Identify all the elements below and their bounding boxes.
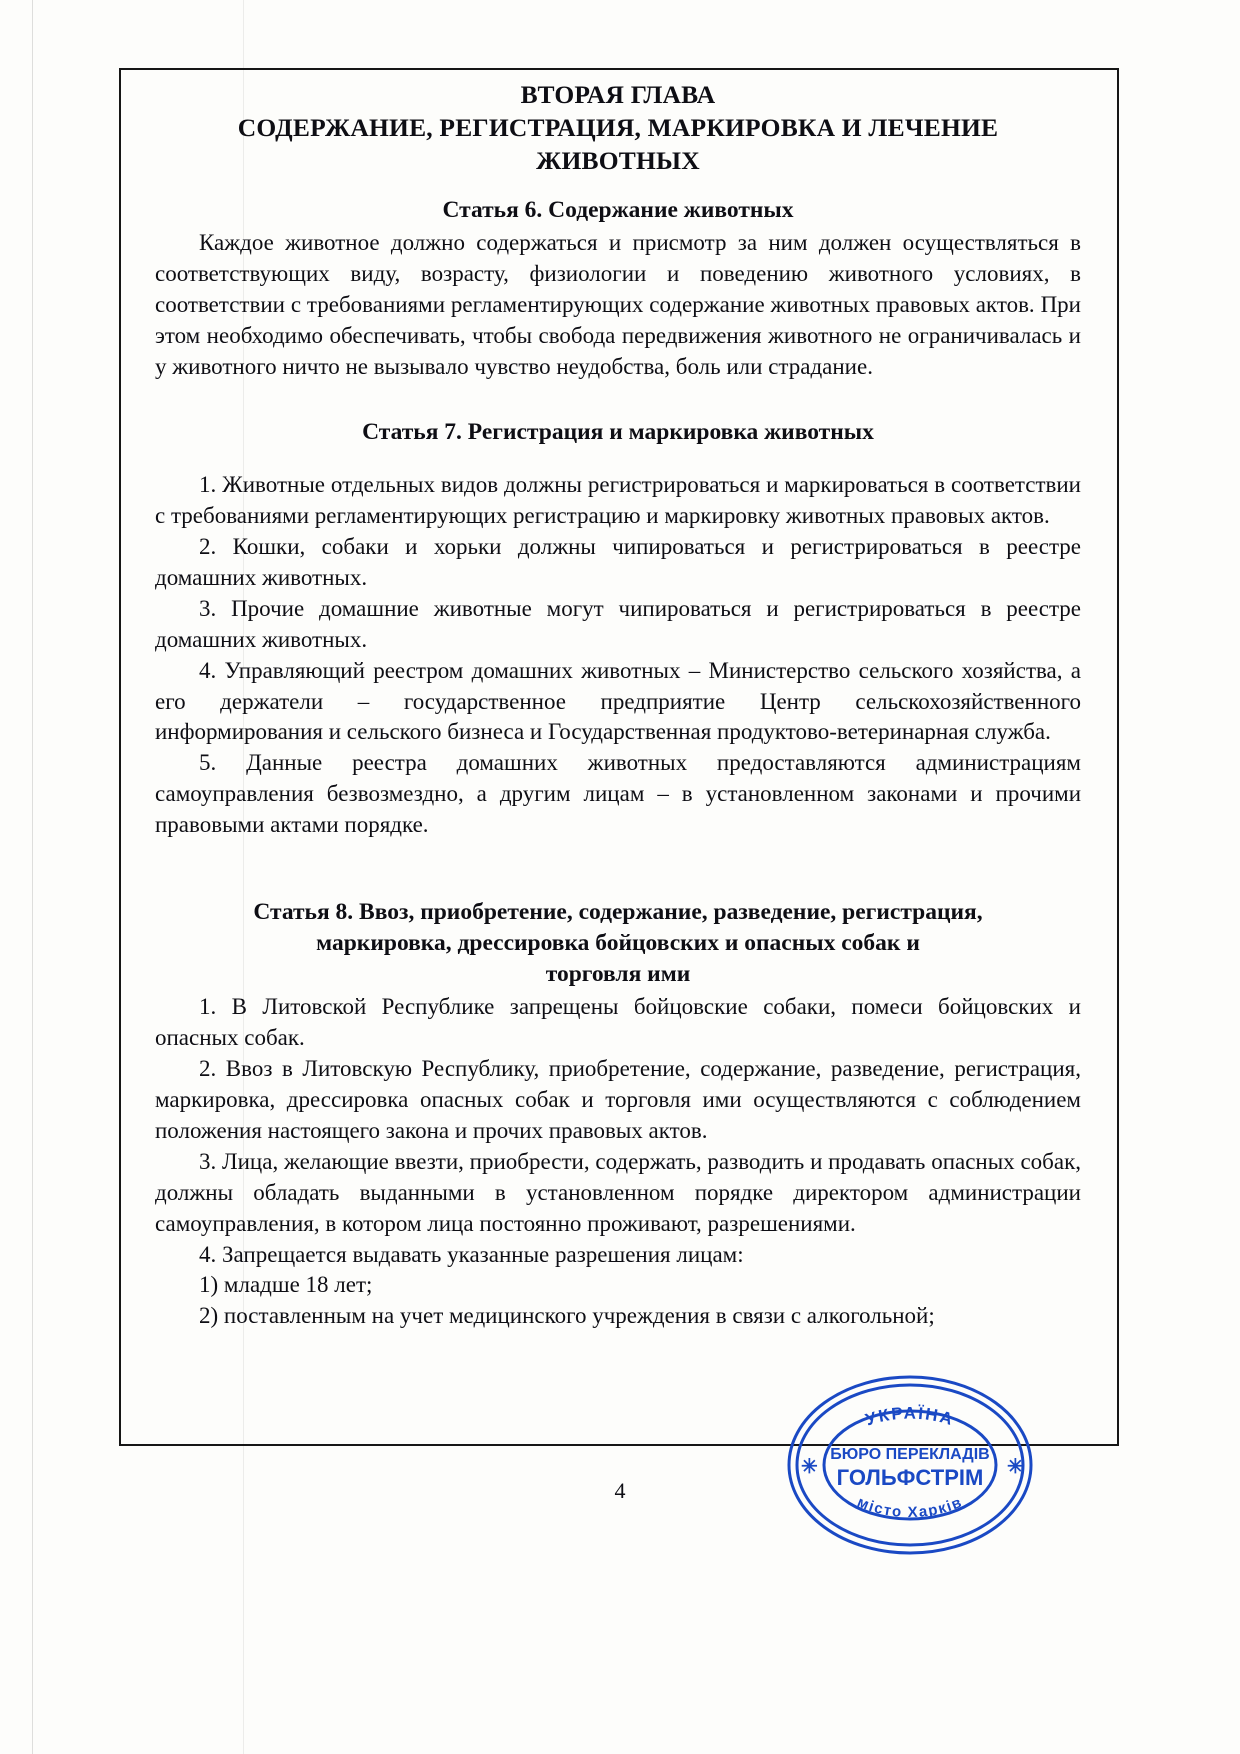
page-number: 4	[614, 1478, 626, 1503]
stamp-bottom-text: місто Харків	[854, 1493, 966, 1522]
article-8-item-1: 1. В Литовской Республике запрещены бойцовские собаки, помеси бойцовских и опасных собак.	[155, 994, 1081, 1051]
article-8-item-4: 4. Запрещается выдавать указанные разрешения лицам:	[199, 1241, 744, 1267]
article-6-heading: Статья 6. Содержание животных	[442, 197, 794, 224]
article-7-item-2: 2. Кошки, собаки и хорьки должны чипироваться и регистрироваться в реестре домашних животных.	[155, 533, 1081, 590]
article-8-heading-line-1: Статья 8. Ввоз, приобретение, содержание, разведение, регистрация,	[253, 899, 983, 926]
document-body	[137, 78, 1099, 1332]
chapter-title-line-1: ВТОРАЯ ГЛАВА	[520, 80, 716, 109]
stamp-star-left: ✳	[801, 1456, 818, 1478]
article-7-heading: Статья 7. Регистрация и маркировка животных	[362, 419, 874, 446]
article-6-paragraph: Каждое животное должно содержаться и присмотр за ним должен осуществляться в соответствующих виду, возрасту, физиологии и поведению животного условиях, в соответствии с требованиями регламентирующих содержание животных правовых актов. При этом необходимо обеспечивать, чтобы свобода передвижения животного не ограничивалась и у животного ничто не вызывало чувство неудобства, боль или страдание.	[155, 230, 1081, 380]
stamp-line-2: ГОЛЬФСТРІМ	[836, 1465, 984, 1490]
article-7-item-1: 1. Животные отдельных видов должны регистрироваться и маркироваться в соответствии с требованиями регламентирующих регистрацию и маркировку животных правовых актов.	[155, 472, 1081, 528]
article-7-item-4: 4. Управляющий реестром домашних животных – Министерство сельского хозяйства, а его держатели – государственное предприятие Центр сельскохозяйственного информирования и сельского бизнеса и Государственная продуктово-ветеринарная служба.	[155, 657, 1081, 745]
article-8-heading-line-3: торговля ими	[545, 961, 691, 988]
chapter-title-line-2: СОДЕРЖАНИЕ, РЕГИСТРАЦИЯ, МАРКИРОВКА И ЛЕЧЕНИЕ	[237, 113, 999, 143]
article-8-item-2: 2. Ввоз в Литовскую Республику, приобретение, содержание, разведение, регистрация, маркировка, дрессировка опасных собак и торговля ими осуществляются с соблюдением положения настоящего закона и прочих правовых актов.	[155, 1056, 1081, 1143]
chapter-title-line-3: ЖИВОТНЫХ	[536, 146, 700, 176]
stamp-line-1: БЮРО ПЕРЕКЛАДІВ	[830, 1446, 990, 1463]
article-7-item-5: 5. Данные реестра домашних животных предоставляются администрациям самоуправления безвозмездно, а другим лицам – в установленном законами и прочими правовыми актами порядке.	[155, 750, 1081, 838]
chapter-title	[155, 78, 1081, 177]
stamp-star-right: ✳	[1007, 1456, 1024, 1478]
article-7-item-3: 3. Прочие домашние животные могут чипироваться и регистрироваться в реестре домашних животных.	[155, 595, 1081, 652]
article-8-heading	[155, 897, 1081, 990]
stamp-top-text: УКРАЇНА	[863, 1403, 957, 1430]
article-8-heading-line-2: маркировка, дрессировка бойцовских и опасных собак и	[316, 930, 920, 957]
article-8-item-4-sub-1: 1) младше 18 лет;	[199, 1272, 373, 1298]
article-8-item-3: 3. Лица, желающие ввезти, приобрести, содержать, разводить и продавать опасных собак, должны обладать выданными в установленном порядке директором администрации самоуправления, в котором лица постоянно проживают, разрешениями.	[155, 1148, 1081, 1236]
article-8-item-4-sub-2: 2) поставленным на учет медицинского учреждения в связи с алкогольной;	[199, 1303, 935, 1329]
